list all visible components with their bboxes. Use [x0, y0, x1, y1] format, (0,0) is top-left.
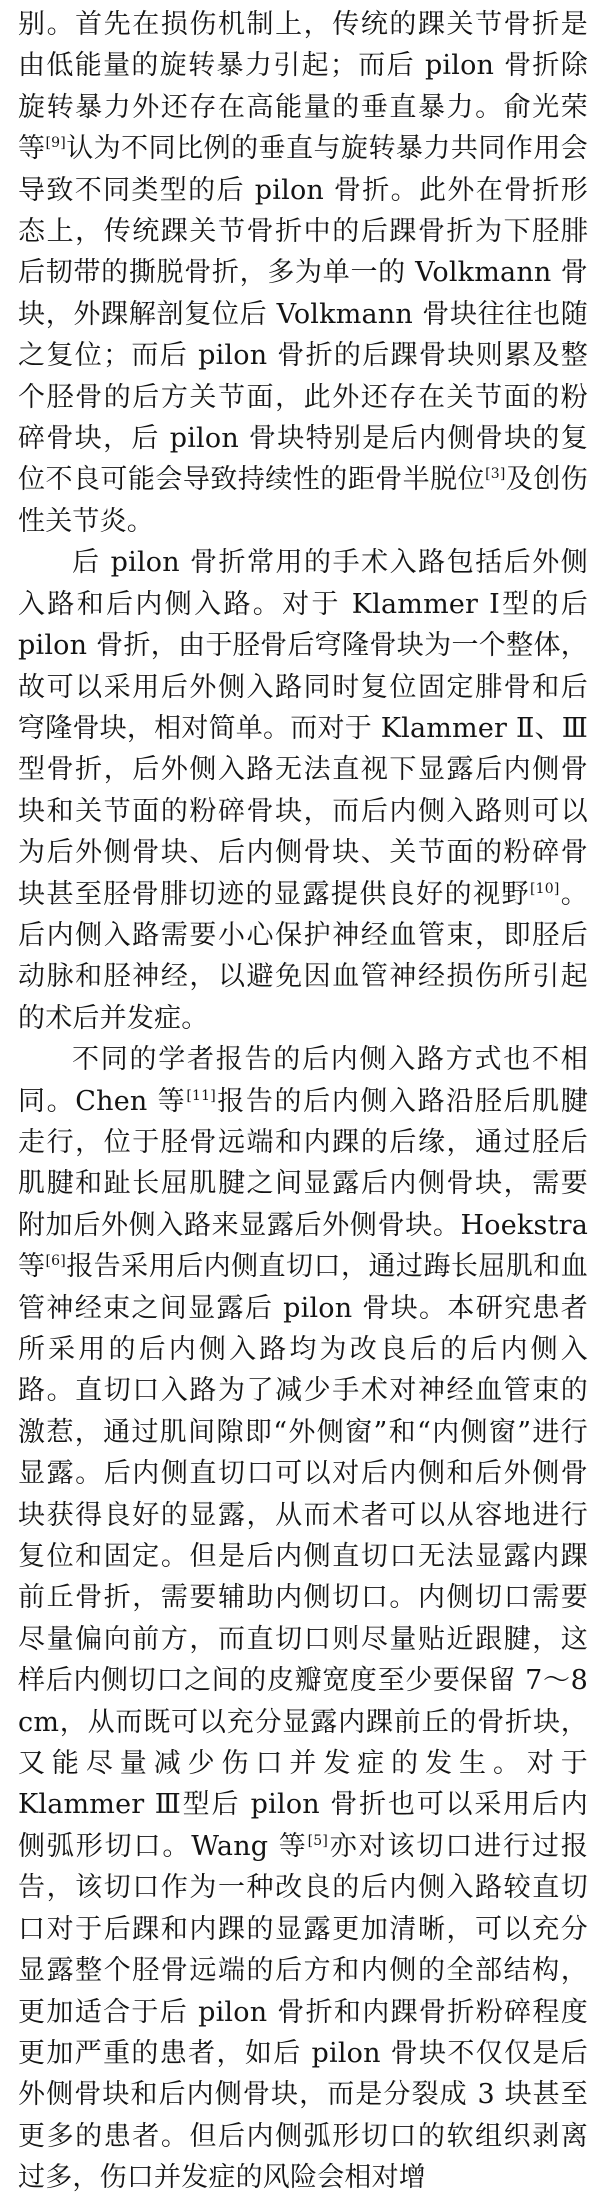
paragraph-injury-mechanism [18, 4, 588, 542]
text-segment: 报告的后内侧入路沿胫后肌腱走行，位于胫骨远端和内踝的后缘，通过胫后肌腱和趾长屈肌腱之间显露后内侧骨块，需要附加后外侧入路来显露后外侧骨块。Hoekstra 等 [18, 1085, 588, 1283]
text-segment: 及创伤性关节炎。 [18, 464, 588, 537]
citation-ref: [6] [45, 1253, 66, 1270]
citation-ref: [11] [186, 1087, 216, 1104]
text-segment: 认为不同比例的垂直与旋转暴力共同作用会导致不同类型的后 pilon 骨折。此外在骨折形态上，传统踝关节骨折中的后踝骨折为下胫腓后韧带的撕脱骨折，多为单一的 Volkmann 骨块，外踝解剖复位后 Volkmann 骨块往往也随之复位；而后 pilon 骨折的后踝骨块则累及整个胫骨的后方关节面，此外还存在关节面的粉碎骨块，后 pilon 骨块特别是后内侧骨块的复位不良可能会导致持续性的距骨半脱位 [18, 133, 588, 496]
citation-ref: [10] [530, 880, 560, 897]
paragraph-posteromedial-approach [18, 1039, 588, 2198]
text-segment: 亦对该切口进行过报告，该切口作为一种改良的后内侧入路较直切口对于后踝和内踝的显露更加清晰，可以充分显露整个胫骨远端的后方和内侧的全部结构，更加适合于后 pilon 骨折和内踝骨折粉碎程度更加严重的患者，如后 pilon 骨块不仅仅是后外侧骨块和后内侧骨块，而是分裂成 3 块甚至更多的患者。但后内侧弧形切口的软组织剥离过多，伤口并发症的风险会相对增 [18, 1830, 588, 2194]
text-segment: 报告采用后内侧直切口，通过踇长屈肌和血管神经束之间显露后 pilon 骨块。本研究患者所采用的后内侧入路均为改良后的后内侧入路。直切口入路为了减少手术对神经血管束的激惹，通过肌间隙即“外侧窗”和“内侧窗”进行显露。后内侧直切口可以对后内侧和后外侧骨块获得良好的显露，从而术者可以从容地进行复位和固定。但是后内侧直切口无法显露内踝前丘骨折，需要辅助内侧切口。内侧切口需要尽量偏向前方，而直切口则尽量贴近跟腱，这样后内侧切口之间的皮瓣宽度至少要保留 7～8 cm，从而既可以充分显露内踝前丘的骨折块，又能尽量减少伤口并发症的发生。对于 Klammer Ⅲ型后 pilon 骨折也可以采用后内侧弧形切口。Wang 等 [18, 1251, 588, 1862]
citation-ref: [9] [45, 135, 66, 152]
paragraph-surgical-approach [18, 542, 588, 1039]
citation-ref: [5] [307, 1832, 329, 1849]
citation-ref: [3] [485, 466, 506, 483]
text-segment: 不同的学者报告的后内侧入路方式也不相同。Chen 等 [18, 1044, 588, 1117]
text-segment: 别。首先在损伤机制上，传统的踝关节骨折是由低能量的旋转暴力引起；而后 pilon 骨折除旋转暴力外还存在高能量的垂直暴力。俞光荣等 [18, 9, 588, 165]
text-segment: 后 pilon 骨折常用的手术入路包括后外侧入路和后内侧入路。对于 Klammer Ⅰ型的后 pilon 骨折，由于胫骨后穹隆骨块为一个整体，故可以采用后外侧入路同时复位固定腓骨和后穹隆骨块，相对简单。而对于 Klammer Ⅱ、Ⅲ型骨折，后外侧入路无法直视下显露后内侧骨块和关节面的粉碎骨块，而后内侧入路则可以为后外侧骨块、后内侧骨块、关节面的粉碎骨块甚至胫骨腓切迹的显露提供良好的视野 [18, 547, 588, 910]
text-segment: 。后内侧入路需要小心保护神经血管束，即胫后动脉和胫神经，以避免因血管神经损伤所引起的术后并发症。 [18, 878, 588, 1034]
